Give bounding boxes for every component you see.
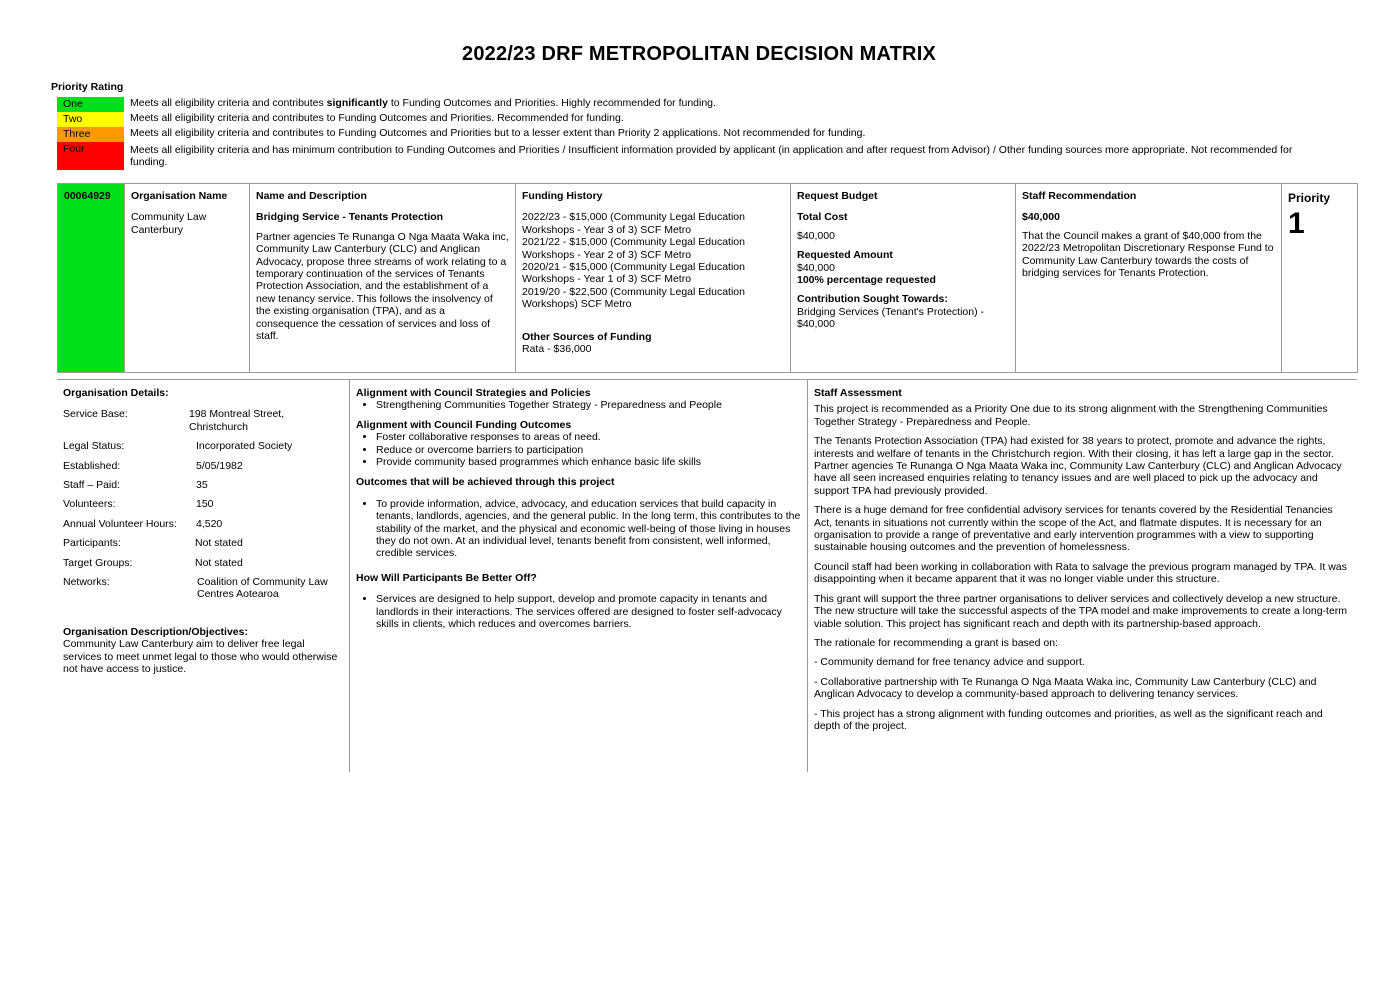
detail-row xyxy=(63,460,343,472)
name-description-cell xyxy=(250,184,516,373)
organisation-details-heading: Organisation Details: xyxy=(63,387,169,399)
application-id: 00064929 xyxy=(64,190,111,202)
assessment-paragraph: There is a huge demand for free confidential advisory services for tenants covered by the Residential Tenancies Act, tenants in situations not currently within the scope of the Act, and flatmate disputes. It is necessary for an organisation to provide a range of preventative and early intervention programmes with a view to supporting sustainable housing outcomes and the prevention of homelessness. xyxy=(814,504,1333,554)
detail-value: 4,520 xyxy=(196,517,223,530)
priority-level-two xyxy=(57,112,1317,127)
assessment-paragraph: The Tenants Protection Association (TPA) had existed for 38 years to protect, promote and advance the rights, interests and welfare of tenants in the Christchurch region. With their closing, it has left a large gap in the sector. Partner agencies Te Runanga O Nga Maata Waka inc, Community Law Canterbury (CLC) and Anglican Advocacy have all seen increased enquiries relating to tenancy issues and are well placed to pick up the advocacy and support TPA had previously provided. xyxy=(814,435,1342,497)
assessment-paragraph: The rationale for recommending a grant is based on: xyxy=(814,636,1058,649)
funding-history-item: 2020/21 - $15,000 (Community Legal Education Workshops - Year 1 of 3) SCF Metro xyxy=(522,261,745,286)
funding-history-item: 2021/22 - $15,000 (Community Legal Education Workshops - Year 2 of 3) SCF Metro xyxy=(522,236,745,261)
detail-label: Legal Status: xyxy=(63,440,125,453)
detail-label: Target Groups: xyxy=(63,556,133,569)
detail-label: Networks: xyxy=(63,576,110,589)
funding-outcomes-list xyxy=(356,431,801,468)
funding-history-item: 2022/23 - $15,000 (Community Legal Education Workshops - Year 3 of 3) SCF Metro xyxy=(522,211,745,236)
application-id-cell xyxy=(58,184,125,373)
priority-swatch-two: Two xyxy=(57,112,124,127)
funding-history-heading: Funding History xyxy=(522,190,603,202)
percentage-requested: 100% percentage requested xyxy=(797,274,936,287)
detail-value: 35 xyxy=(196,479,208,492)
assessment-paragraph: - Community demand for free tenancy advice and support. xyxy=(814,656,1085,669)
alignment-column xyxy=(349,380,807,772)
detail-label: Volunteers: xyxy=(63,498,116,511)
staff-assessment-heading: Staff Assessment xyxy=(814,387,902,399)
organisation-details-column xyxy=(57,380,349,772)
detail-value: 150 xyxy=(196,498,214,511)
organisation-name-cell xyxy=(125,184,250,373)
priority-swatch-four: Four xyxy=(57,142,124,170)
requested-amount: $40,000 xyxy=(797,261,835,274)
achieved-item: • To provide information, advice, advocacy, and education services that build capacity in tenants, landlords, agencies, and the general public. In the long term, this contributes to the stability of the market, and the physical and economic well-being of those living in houses they do not own. At an individual level, tenants benefit from consistent, well informed, credible services. xyxy=(376,498,801,560)
project-name: Bridging Service - Tenants Protection xyxy=(256,211,444,224)
detail-value: 198 Montreal Street, Christchurch xyxy=(189,408,285,433)
detail-value: 5/05/1982 xyxy=(196,459,243,472)
detail-label: Service Base: xyxy=(63,408,128,421)
priority-desc-one-bold: significantly xyxy=(326,97,388,109)
detail-value: Not stated xyxy=(195,537,243,550)
priority-level-one xyxy=(57,97,1317,112)
detail-row xyxy=(63,518,343,530)
assessment-paragraph: - This project has a strong alignment with funding outcomes and priorities, as well as the significant reach and depth of the project. xyxy=(814,707,1323,732)
detail-value: Coalition of Community Law Centres Aotearoa xyxy=(197,576,328,601)
better-off-heading: How Will Participants Be Better Off? xyxy=(356,571,537,584)
detail-label: Staff – Paid: xyxy=(63,479,121,492)
funding-outcome-item: • Foster collaborative responses to areas of need. xyxy=(376,431,801,443)
priority-desc-two: Meets all eligibility criteria and contributes to Funding Outcomes and Priorities. Recommended for funding. xyxy=(130,112,624,124)
document-title: 2022/23 DRF METROPOLITAN DECISION MATRIX xyxy=(462,43,936,65)
name-description-heading: Name and Description xyxy=(256,190,367,202)
priority-value: 1 xyxy=(1288,207,1305,241)
better-off-item: • Services are designed to help support, develop and promote capacity in tenants and landlords in their interactions. The services offered are designed to foster self-advocacy skills in clients, which reduces and overcomes barriers. xyxy=(376,593,801,630)
priority-desc-one xyxy=(124,97,1317,109)
achieved-list xyxy=(356,498,801,560)
detail-value: Not stated xyxy=(195,556,243,569)
total-cost-label: Total Cost xyxy=(797,211,848,224)
funding-outcome-item: • Provide community based programmes which enhance basic life skills xyxy=(376,456,801,468)
priority-desc-one-pre: Meets all eligibility criteria and contributes xyxy=(130,97,327,109)
priority-cell xyxy=(1282,184,1358,373)
better-off-list xyxy=(356,593,801,630)
project-description: Partner agencies Te Runanga O Nga Maata Waka inc, Community Law Canterbury (CLC) and Anglican Advocacy, propose three streams of work relating to a temporary continuation of the services of Tenants Protection Association, and the establishment of a new tenancy service. This follows the insolvency of the existing organisation (TPA), and as a consequence the cessation of services and loss of staff. xyxy=(256,230,509,343)
organisation-name: Community Law Canterbury xyxy=(131,211,207,236)
strategies-heading: Alignment with Council Strategies and Policies xyxy=(356,387,591,399)
priority-desc-three: Meets all eligibility criteria and contributes to Funding Outcomes and Priorities but to a lesser extent than Priority 2 applications. Not recommended for funding. xyxy=(130,127,866,139)
assessment-paragraph: This grant will support the three partner organisations to deliver services and collectively develop a new structure. The new structure will take the successful aspects of the TPA model and make improvements to create a long-term viable solution. This project has significant reach and depth with its partnership-based approach. xyxy=(814,592,1348,630)
assessment-paragraph: Council staff had been working in collaboration with Rata to salvage the previous program managed by TPA. It was disappointing when it became apparent that it was no longer viable under this structure. xyxy=(814,560,1347,586)
request-budget-heading: Request Budget xyxy=(797,190,878,202)
detail-row xyxy=(63,479,343,491)
staff-recommendation-text: That the Council makes a grant of $40,000 from the 2022/23 Metropolitan Discretionary Response Fund to Community Law Canterbury towards the costs of bridging services for Tenants Protection. xyxy=(1022,229,1274,280)
funding-history-item: 2019/20 - $22,500 (Community Legal Education Workshops) SCF Metro xyxy=(522,285,745,311)
priority-rating-heading: Priority Rating xyxy=(51,81,124,93)
priority-heading: Priority xyxy=(1288,191,1331,205)
detail-row xyxy=(63,498,343,510)
funding-history-cell xyxy=(516,184,791,373)
funding-outcome-item: • Reduce or overcome barriers to participation xyxy=(376,444,801,456)
strategy-item: • Strengthening Communities Together Strategy - Preparedness and People xyxy=(376,399,801,411)
detail-label: Annual Volunteer Hours: xyxy=(63,517,177,530)
detail-row xyxy=(63,440,343,452)
detail-row xyxy=(63,576,343,601)
priority-level-four xyxy=(57,142,1317,170)
contribution-label: Contribution Sought Towards: xyxy=(797,293,948,306)
staff-assessment-column xyxy=(807,380,1357,772)
assessment-paragraph: This project is recommended as a Priority One due to its strong alignment with the Strengthening Communities Together Strategy - Preparedness and People. xyxy=(814,403,1328,428)
organisation-description: Community Law Canterbury aim to deliver free legal services to meet unmet legal to those who would otherwise not have access to justice. xyxy=(63,638,338,676)
application-summary-table xyxy=(57,183,1358,373)
detail-value: Incorporated Society xyxy=(196,440,293,453)
details-section xyxy=(57,379,1357,772)
other-sources-heading: Other Sources of Funding xyxy=(522,330,652,343)
priority-swatch-one: One xyxy=(57,97,124,112)
priority-swatch-three: Three xyxy=(57,127,124,142)
organisation-name-heading: Organisation Name xyxy=(131,190,228,202)
priority-desc-four: Meets all eligibility criteria and has minimum contribution to Funding Outcomes and Priorities / Insufficient information provided by applicant (in application and after request from Advisor) / Other funding sources more appropriate. Not recommended for funding. xyxy=(130,144,1293,168)
priority-desc-one-post: to Funding Outcomes and Priorities. Highly recommended for funding. xyxy=(387,97,716,109)
assessment-paragraph: - Collaborative partnership with Te Runanga O Nga Maata Waka inc, Community Law Canterbury (CLC) and Anglican Advocacy to develop a community-based approach to delivering tenancy services. xyxy=(814,675,1317,701)
detail-label: Established: xyxy=(63,459,121,472)
detail-row xyxy=(63,408,343,433)
detail-label: Participants: xyxy=(63,537,121,550)
strategies-list xyxy=(356,399,801,411)
organisation-description-heading: Organisation Description/Objectives: xyxy=(63,625,248,638)
staff-recommendation-cell xyxy=(1016,184,1282,373)
request-budget-cell xyxy=(791,184,1016,373)
staff-recommendation-amount: $40,000 xyxy=(1022,211,1060,224)
detail-row xyxy=(63,537,343,549)
detail-row xyxy=(63,557,343,569)
requested-amount-label: Requested Amount xyxy=(797,249,893,262)
priority-legend xyxy=(57,97,1317,170)
priority-level-three xyxy=(57,127,1317,142)
contribution: Bridging Services (Tenant's Protection) - $40,000 xyxy=(797,305,985,331)
other-sources: Rata - $36,000 xyxy=(522,343,592,356)
total-cost: $40,000 xyxy=(797,229,835,242)
funding-outcomes-heading: Alignment with Council Funding Outcomes xyxy=(356,418,572,431)
staff-recommendation-heading: Staff Recommendation xyxy=(1022,190,1137,202)
achieved-heading: Outcomes that will be achieved through this project xyxy=(356,476,615,489)
